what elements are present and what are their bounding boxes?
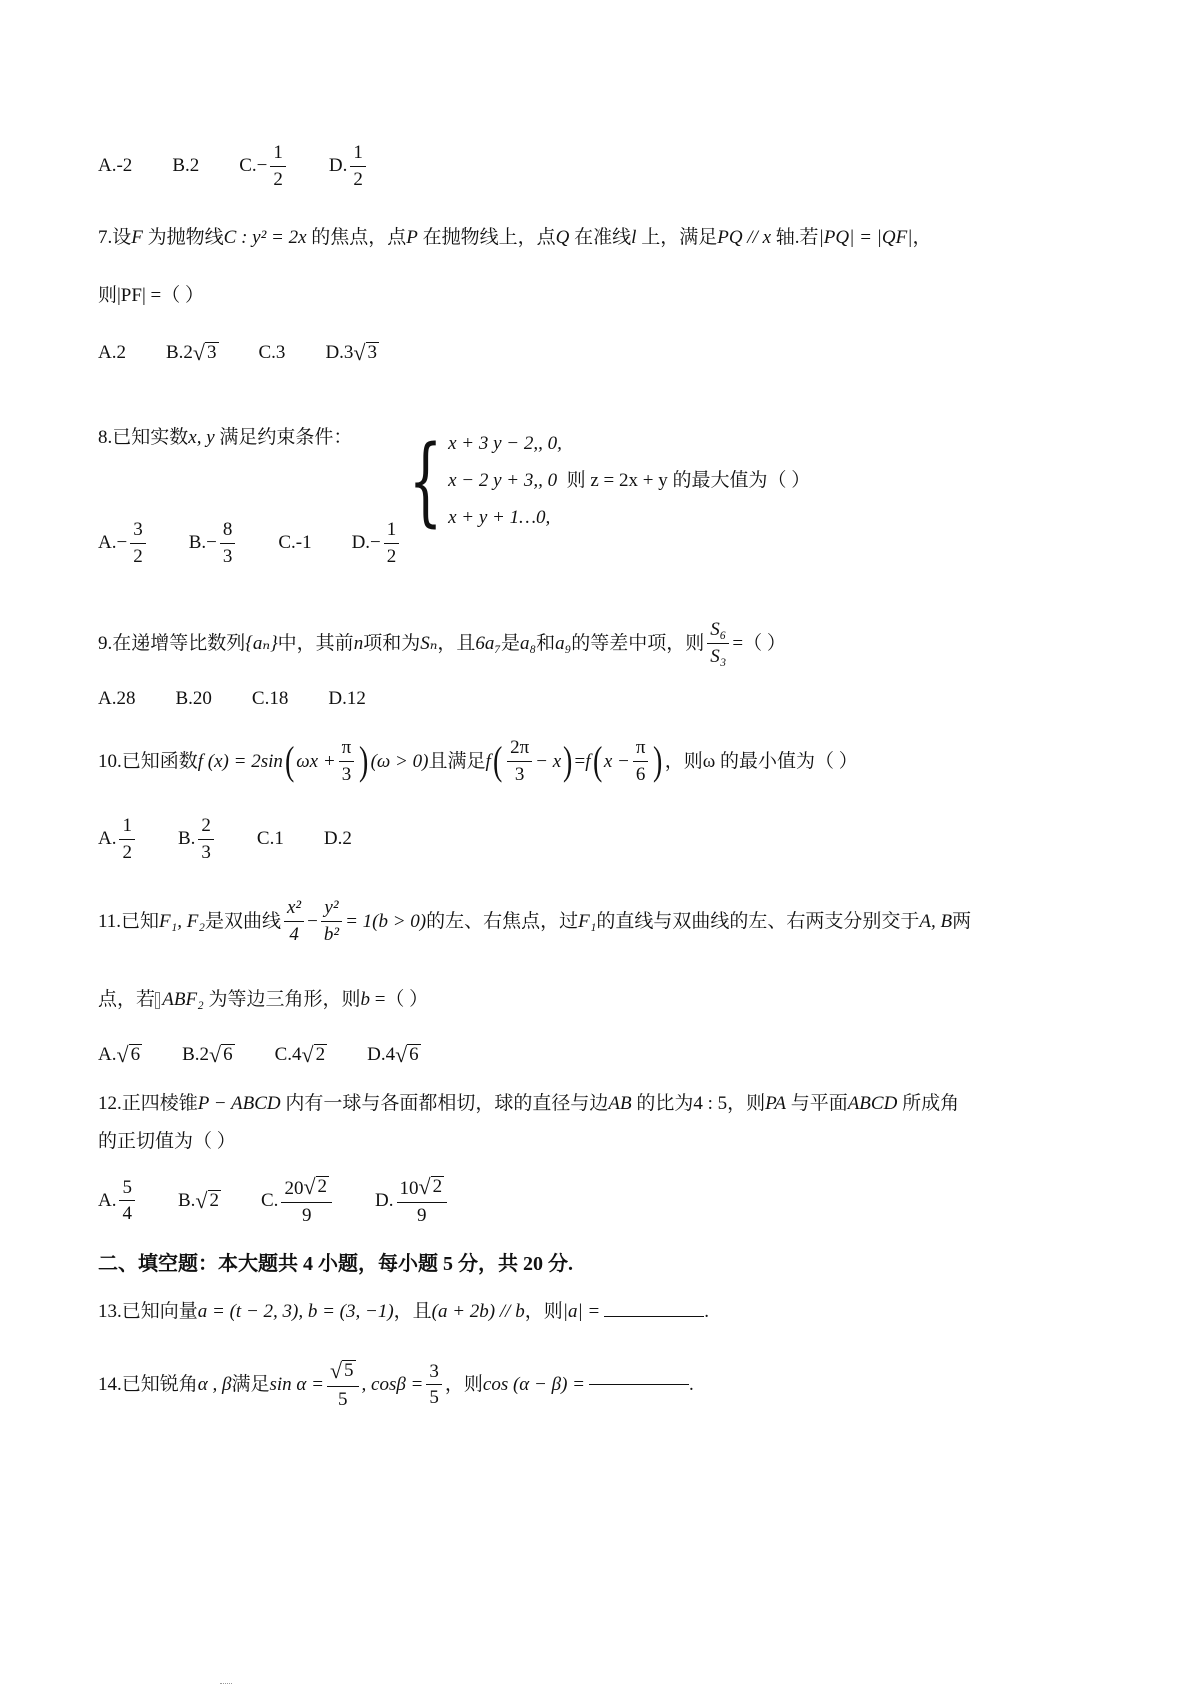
answer-blank[interactable] [589, 1384, 689, 1385]
q10-option-a: A. $\frac{1}{2}$ [98, 816, 138, 863]
q11-option-b: B. 2 √ 6 [182, 1042, 233, 1067]
q6-option-d: D. $\frac{1}{2}$ [329, 143, 369, 190]
page-footer-mark [220, 1683, 232, 1685]
q8-option-b: B.− $\frac{8}{3}$ [189, 520, 239, 567]
q9-option-c: C.18 [251, 688, 289, 709]
q7-stem-line2: 则|PF| =（ ） [98, 285, 204, 306]
q8-option-a: A.− $\frac{3}{2}$ [98, 520, 149, 567]
q6-option-a: A.-2 [98, 155, 133, 177]
q7-option-c: C.3 [258, 342, 286, 363]
brace: { [408, 424, 443, 537]
q12-stem-line2: 的正切值为（ ） [98, 1131, 236, 1152]
constraint-row: x + y + 1…0, [448, 507, 551, 528]
q12-stem: 12.正四棱锥P − ABCD 内有一球与各面都相切，球的直径与边AB 的比为4 : 5，则PA 与平面ABCD 所成角 [98, 1093, 960, 1114]
q6-option-c: C.− $\frac{1}{2}$ [239, 143, 289, 190]
q11-options [98, 1044, 461, 1066]
constraint-row: x + 3 y − 2,, 0, [448, 433, 562, 454]
q6-option-b: B.2 [172, 155, 200, 177]
q10-options [98, 816, 392, 863]
section-heading: 二、填空题：本大题共 4 小题，每小题 5 分，共 20 分. [98, 1253, 573, 1275]
q11-option-a: A. √ 6 [98, 1042, 141, 1067]
answer-blank[interactable] [604, 1316, 704, 1317]
q9-options [98, 688, 406, 710]
q12-options [98, 1176, 490, 1226]
q12-option-b: B. √ 2 [177, 1187, 219, 1213]
q11-option-d: D. 4 √ 6 [367, 1042, 419, 1067]
q9-option-b: B.20 [175, 688, 212, 709]
q8-options [98, 520, 442, 567]
q8-stem: 8.已知实数x, y 满足约束条件： [98, 427, 353, 448]
q12-option-d: D. 10 √ 2 9 [375, 1176, 450, 1226]
q8-option-c: C.-1 [278, 532, 312, 554]
q11-stem: 11.已知 F₁, F₂ 是双曲线 $\frac{\text{x²}}{4}$ − $\frac{\text{y²}}{\text{b²}}$ = 1(b > 0) 的左、右焦点，过 F₁ 的直线与双曲线的左、右两支分别交于 A, B 两 [98, 897, 972, 945]
q10-stem: 10.已知函数 f (x) = 2sin ( ωx + $\frac{\pi}{3}$ ) (ω > 0) 且满足 f ( $\frac{2\pi}{3}$ − x ) = f ( x − $\frac{\pi}{6}$ ) ，则ω 的最小值为（ ） [98, 737, 858, 785]
q14-stem: 14.已知锐角 α , β 满足 sin α = √ 5 5 , cosβ = $\frac{3}{5}$ ，则 cos (α − β) = . [98, 1358, 694, 1410]
q9-stem: 9.在递增等比数列 {aₙ} 中，其前 n 项和为 Sₙ ，且 6a₇ 是 a₈ 和 a₉ 的等差中项，则 $\frac{\text{S₆}}{\text{S₃}}$ =（ ） [98, 619, 786, 667]
q10-option-b: B. $\frac{2}{3}$ [178, 816, 217, 863]
q6-options [98, 143, 409, 190]
q7-option-b: B. 2 √ 3 [165, 340, 217, 365]
q7-option-a: A.2 [98, 342, 126, 363]
q8-option-d: D.− $\frac{1}{2}$ [352, 520, 403, 567]
q12-option-a: A. $\frac{5}{4}$ [98, 1178, 138, 1225]
q11-option-c: C. 4 √ 2 [274, 1042, 326, 1067]
q7-option-d: D. 3 √ 3 [325, 340, 377, 365]
constraint-row: x − 2 y + 3,, 0 则 z = 2x + y 的最大值为（ ） [448, 470, 811, 491]
q7-stem: 7.设F 为抛物线C : y² = 2x 的焦点，点P 在抛物线上，点Q 在准线l 上，满足PQ // x 轴.若|PQ| = |QF|， [98, 227, 932, 248]
q12-option-c: C. 20 √ 2 9 [261, 1176, 335, 1226]
q7-options [98, 342, 419, 364]
q11-stem-line2: 点，若 ABF₂ 为等边三角形，则b =（ ） [98, 989, 429, 1010]
q10-option-d: D.2 [323, 828, 352, 850]
q8-constraint-system [395, 425, 810, 536]
q9-option-a: A.28 [98, 688, 136, 709]
q13-stem: 13.已知向量a = (t − 2, 3), b = (3, −1)，且(a + 2b) // b，则|a| = . [98, 1301, 709, 1322]
q10-option-c: C.1 [256, 828, 284, 850]
q9-option-d: D.12 [328, 688, 366, 709]
